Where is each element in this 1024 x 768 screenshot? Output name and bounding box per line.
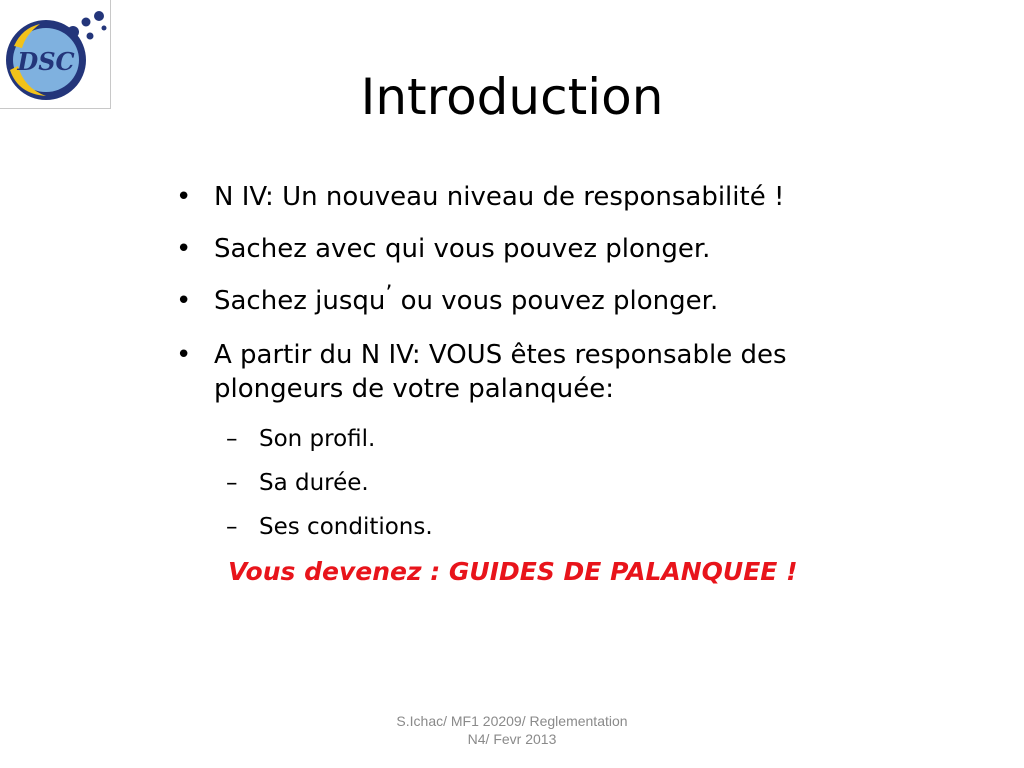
dash-marker: –: [226, 470, 238, 496]
footer-line: S.Ichac/ MF1 20209/ Reglementation: [396, 713, 628, 729]
dash-marker: –: [226, 514, 238, 540]
dash-marker: –: [226, 426, 238, 452]
bullet-item: [172, 180, 892, 214]
sub-bullet-text: Son profil.: [259, 426, 376, 452]
sub-bullet-item: [172, 424, 892, 454]
callout-text: Vous devenez : GUIDES DE PALANQUEE !: [228, 557, 798, 586]
slide-content: [172, 180, 892, 588]
bullet-apostrophe: ’: [385, 282, 393, 307]
bullet-marker: •: [176, 340, 192, 370]
bullet-item: [172, 232, 892, 266]
sub-bullet-text: Ses conditions.: [259, 514, 433, 540]
bullet-text: A partir du N IV: VOUS êtes responsable des plongeurs de votre palanquée:: [214, 340, 787, 404]
sub-bullet-item: [172, 512, 892, 542]
bullet-text: N IV: Un nouveau niveau de responsabilité !: [214, 182, 785, 212]
sub-bullet-item: [172, 468, 892, 498]
bullet-text: Sachez avec qui vous pouvez plonger.: [214, 234, 711, 264]
bullet-marker: •: [176, 182, 192, 212]
slide-title: Introduction: [360, 68, 664, 126]
footer-line: N4/ Fevr 2013: [467, 731, 557, 747]
sub-bullet-text: Sa durée.: [259, 470, 369, 496]
bullet-marker: •: [176, 234, 192, 264]
bullet-marker: •: [176, 286, 192, 316]
slide-footer: [312, 712, 712, 748]
bullet-text-part: ou vous pouvez plonger.: [392, 286, 719, 316]
bullet-item: [172, 338, 892, 406]
bullet-text-part: Sachez jusqu: [214, 286, 386, 316]
logo-text: DSC: [17, 47, 75, 76]
bullet-item: [172, 284, 892, 320]
